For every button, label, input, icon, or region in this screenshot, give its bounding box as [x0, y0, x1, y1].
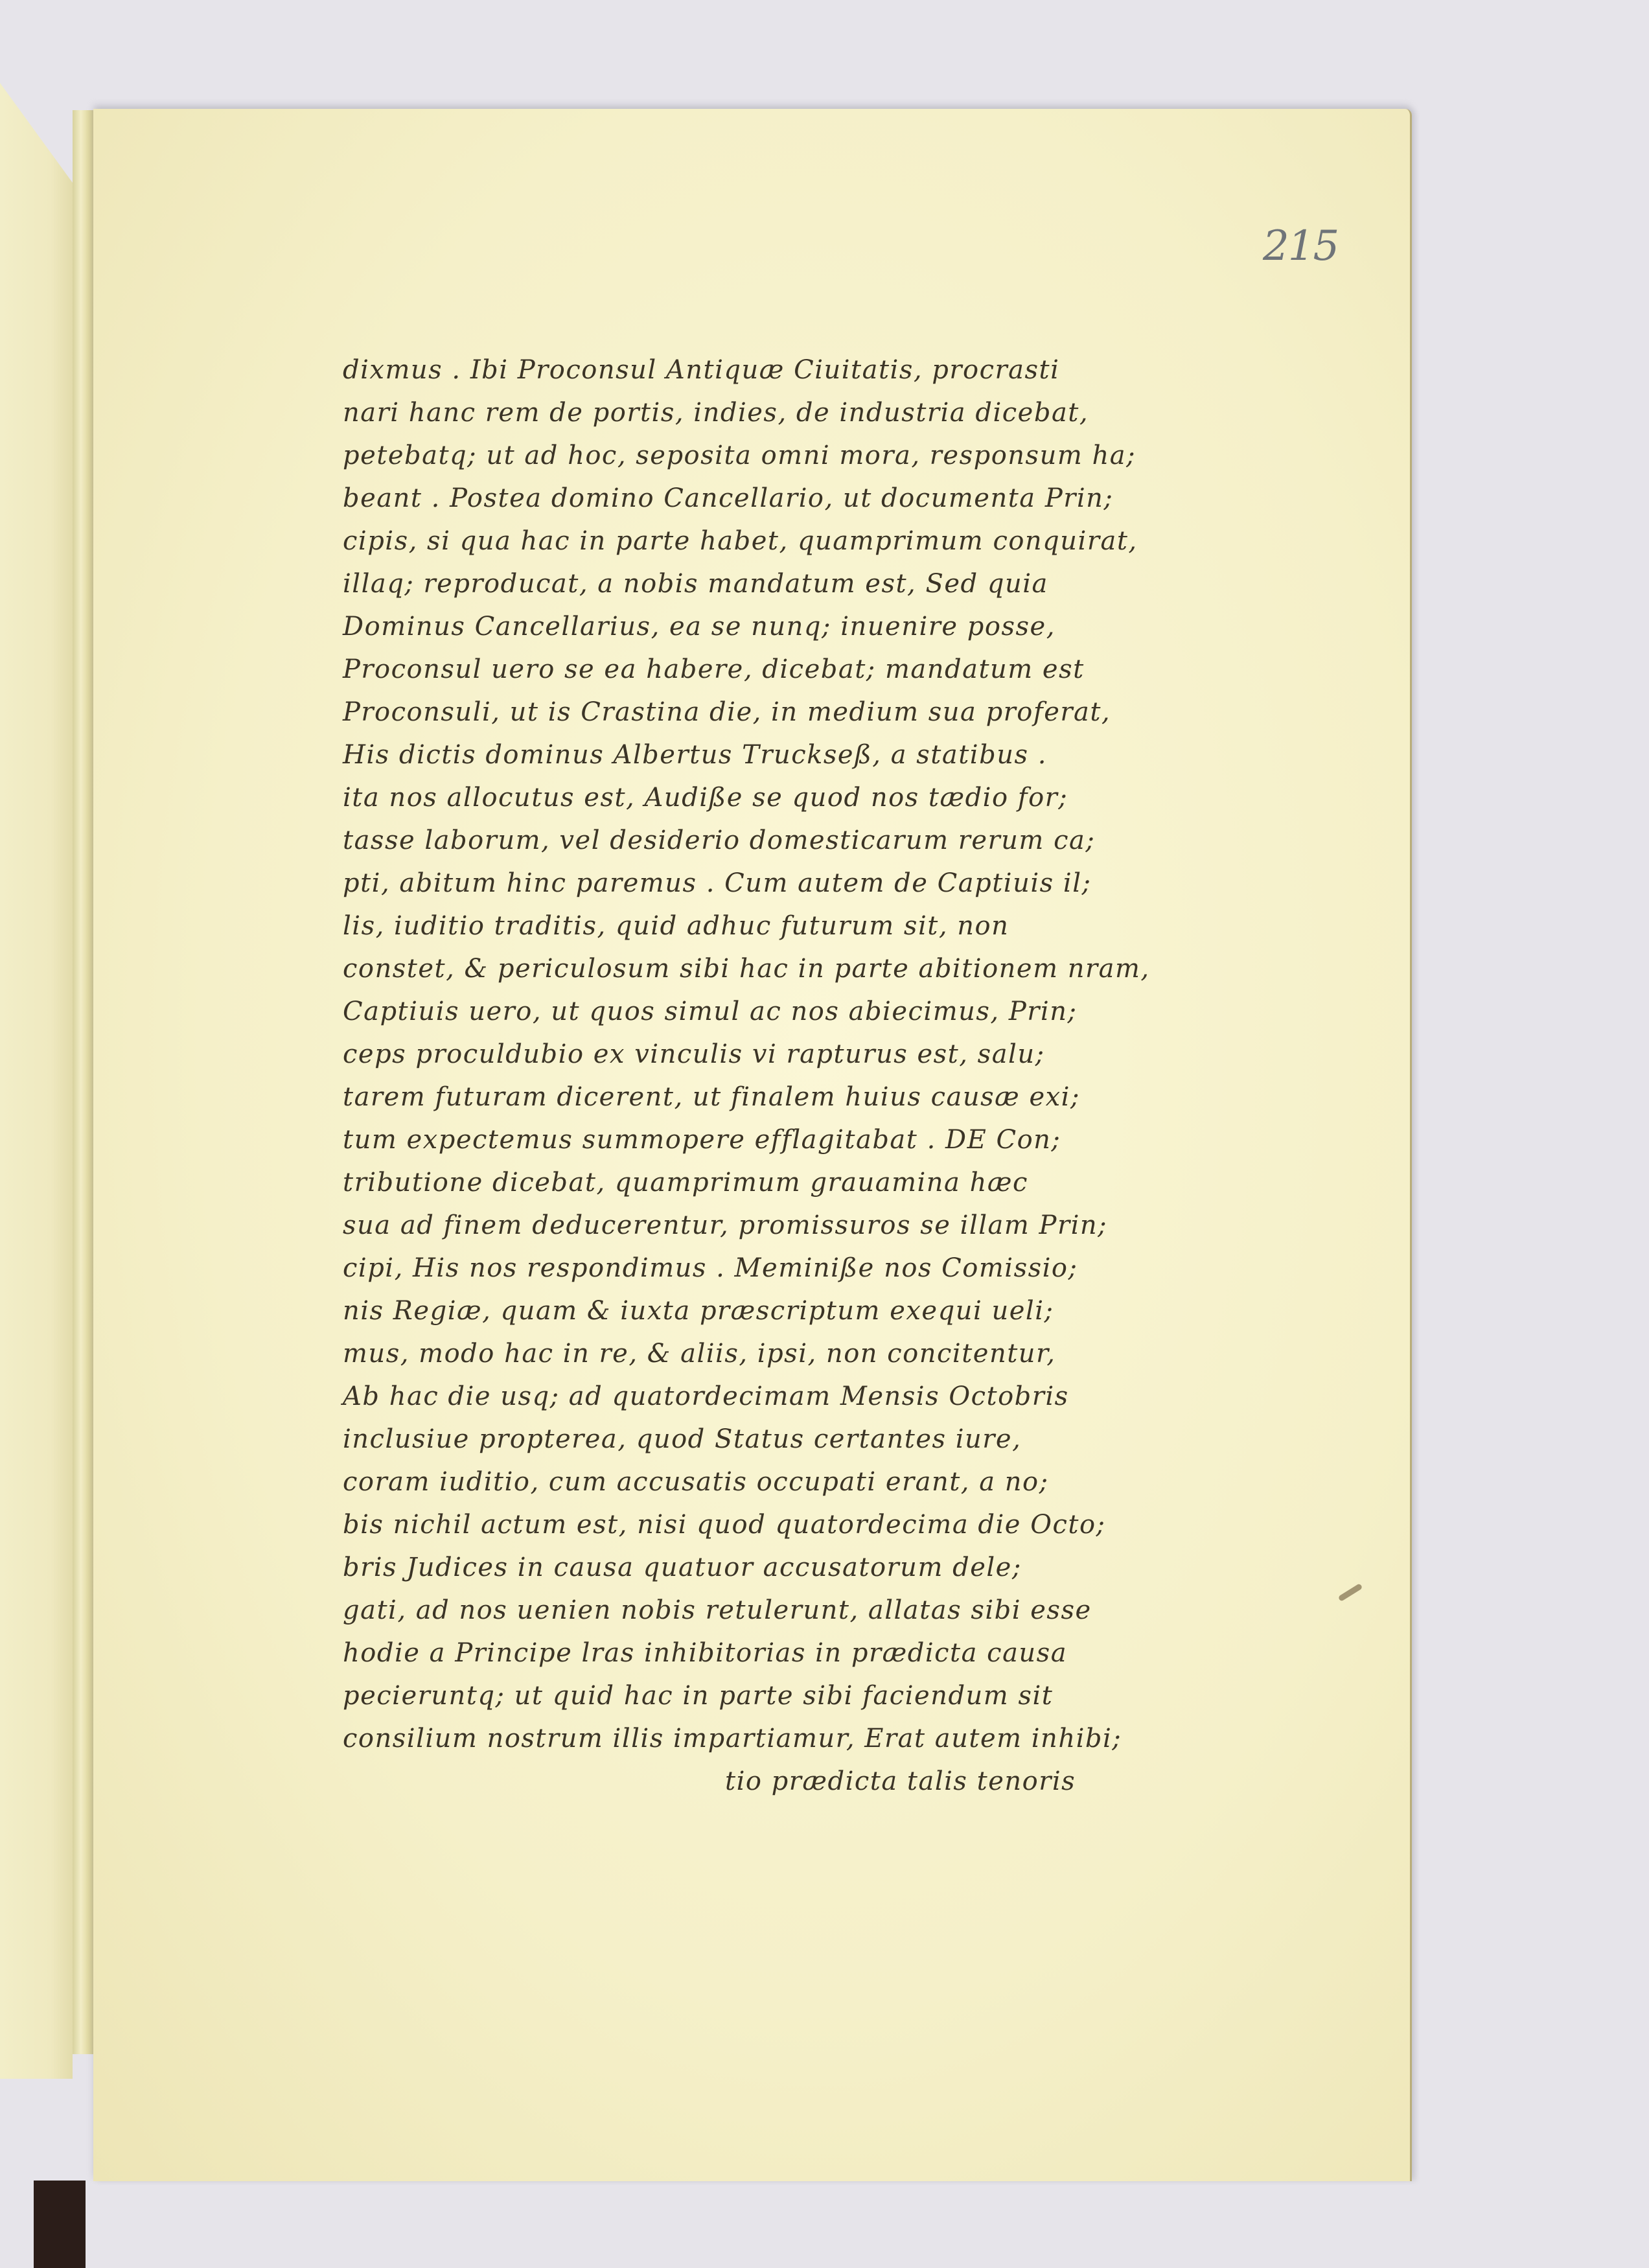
facing-page-edge — [0, 83, 73, 2079]
cover-spine-band — [34, 2181, 86, 2268]
text-line: tarem futuram dicerent, ut finalem huius causæ exi; — [343, 1082, 1080, 1112]
text-line: constet, & periculosum sibi hac in parte abitionem nram, — [343, 954, 1150, 984]
text-line: nari hanc rem de portis, indies, de industria dicebat, — [343, 398, 1089, 428]
text-line: illaq; reproducat, a nobis mandatum est, Sed quia — [343, 569, 1048, 599]
text-line: Proconsuli, ut is Crastina die, in medium sua proferat, — [343, 697, 1111, 727]
text-line: bris Judices in causa quatuor accusatorum dele; — [343, 1553, 1022, 1582]
text-line: dixmus . Ibi Proconsul Antiquæ Ciuitatis, procrasti — [343, 355, 1060, 385]
text-line: lis, iuditio traditis, quid adhuc futurum sit, non — [343, 911, 1009, 941]
text-line: Proconsul uero se ea habere, dicebat; mandatum est — [343, 654, 1085, 684]
text-line: pti, abitum hinc paremus . Cum autem de Captiuis il; — [343, 868, 1092, 898]
text-line: sua ad finem deducerentur, promissuros se illam Prin; — [343, 1210, 1108, 1240]
text-line: consilium nostrum illis impartiamur, Erat autem inhibi; — [343, 1724, 1122, 1753]
text-line: cipis, si qua hac in parte habet, quamprimum conquirat, — [343, 526, 1138, 556]
text-line: gati, ad nos uenien nobis retulerunt, allatas sibi esse — [343, 1595, 1092, 1625]
text-line: tasse laborum, vel desiderio domesticarum rerum ca; — [343, 826, 1096, 855]
text-line: Dominus Cancellarius, ea se nunq; inuenire posse, — [343, 612, 1055, 642]
text-line: pecieruntq; ut quid hac in parte sibi faciendum sit — [343, 1681, 1054, 1711]
binding-gutter — [73, 110, 93, 2054]
manuscript-page — [93, 109, 1412, 2181]
text-line: coram iuditio, cum accusatis occupati erant, a no; — [343, 1467, 1049, 1497]
text-line: mus, modo hac in re, & aliis, ipsi, non concitentur, — [343, 1339, 1056, 1369]
text-line: Captiuis uero, ut quos simul ac nos abiecimus, Prin; — [343, 997, 1078, 1026]
text-line: cipi, His nos respondimus . Meminiße nos Comissio; — [343, 1253, 1078, 1283]
text-line: Ab hac die usq; ad quatordecimam Mensis Octobris — [343, 1382, 1069, 1411]
text-line: nis Regiæ, quam & iuxta præscriptum exequi ueli; — [343, 1296, 1054, 1326]
text-line: inclusiue propterea, quod Status certantes iure, — [343, 1424, 1022, 1454]
text-line: bis nichil actum est, nisi quod quatordecima die Octo; — [343, 1510, 1106, 1540]
text-line: ceps proculdubio ex vinculis vi rapturus est, salu; — [343, 1039, 1045, 1069]
folio-number: 215 — [1263, 222, 1339, 270]
text-line: petebatq; ut ad hoc, seposita omni mora, responsum ha; — [343, 441, 1136, 470]
text-line: tum expectemus summopere efflagitabat . DE Con; — [343, 1125, 1061, 1155]
text-line: tributione dicebat, quamprimum grauamina hæc — [343, 1168, 1028, 1198]
text-line: hodie a Principe lras inhibitorias in prædicta causa — [343, 1638, 1068, 1668]
manuscript-text — [343, 349, 1302, 1803]
text-line-final: tio prædicta talis tenoris — [725, 1766, 1076, 1796]
text-line: His dictis dominus Albertus Truckseß, a statibus . — [343, 740, 1047, 770]
ink-stain-mark — [1338, 1583, 1363, 1602]
text-line: ita nos allocutus est, Audiße se quod nos tædio for; — [343, 783, 1068, 813]
text-line: beant . Postea domino Cancellario, ut documenta Prin; — [343, 483, 1114, 513]
